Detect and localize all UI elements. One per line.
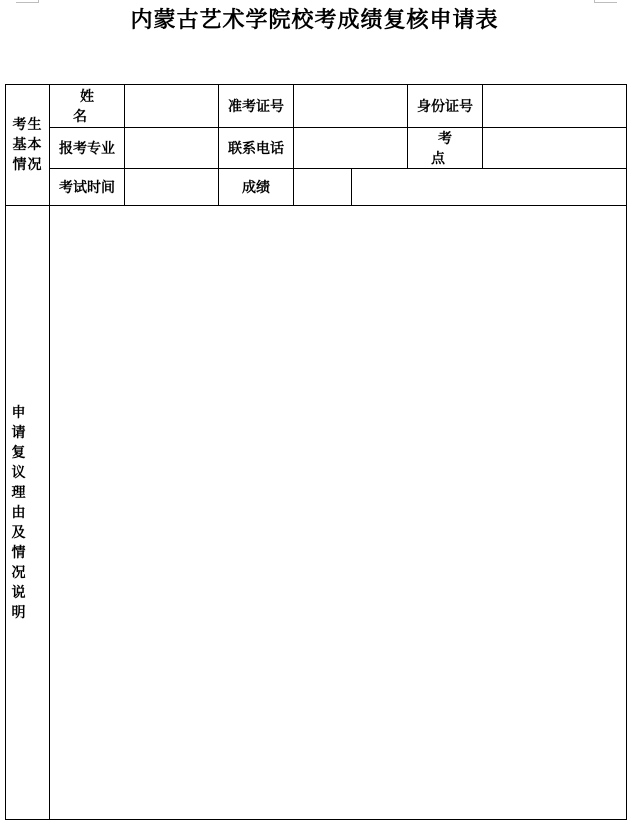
basic-info-label: 考生基本情况 [12, 117, 43, 173]
score-label: 成绩 [219, 169, 294, 206]
exam-site-field[interactable] [483, 128, 627, 169]
form-row-reason [6, 206, 627, 820]
phone-field[interactable] [294, 128, 408, 169]
major-field[interactable] [125, 128, 219, 169]
basic-info-header-cell [6, 85, 50, 206]
admission-no-label: 准考证号 [219, 85, 294, 128]
id-no-field[interactable] [483, 85, 627, 128]
phone-label: 联系电话 [219, 128, 294, 169]
page-corner-mark-right [594, 0, 617, 3]
major-label: 报考专业 [50, 128, 125, 169]
name-label-cell [50, 85, 125, 128]
reason-header-cell [6, 206, 50, 820]
score-field[interactable] [294, 169, 352, 206]
page-title: 内蒙古艺术学院校考成绩复核申请表 [130, 8, 499, 33]
reason-label: 申请复议理由及情况说明 [11, 404, 30, 621]
form-row-exam-time [6, 169, 627, 206]
page-corner-mark-left [16, 0, 39, 3]
name-label: 姓 名 [73, 89, 108, 125]
exam-time-field[interactable] [125, 169, 219, 206]
name-field[interactable] [125, 85, 219, 128]
score-extra-field[interactable] [352, 169, 627, 206]
exam-site-label: 考 点 [431, 131, 466, 167]
exam-site-label-cell [408, 128, 483, 169]
id-no-label: 身份证号 [408, 85, 483, 128]
application-form-table [5, 84, 627, 820]
admission-no-field[interactable] [294, 85, 408, 128]
exam-time-label: 考试时间 [50, 169, 125, 206]
form-row-major [6, 128, 627, 169]
reason-textarea[interactable] [50, 206, 627, 820]
form-row-name [6, 85, 627, 128]
